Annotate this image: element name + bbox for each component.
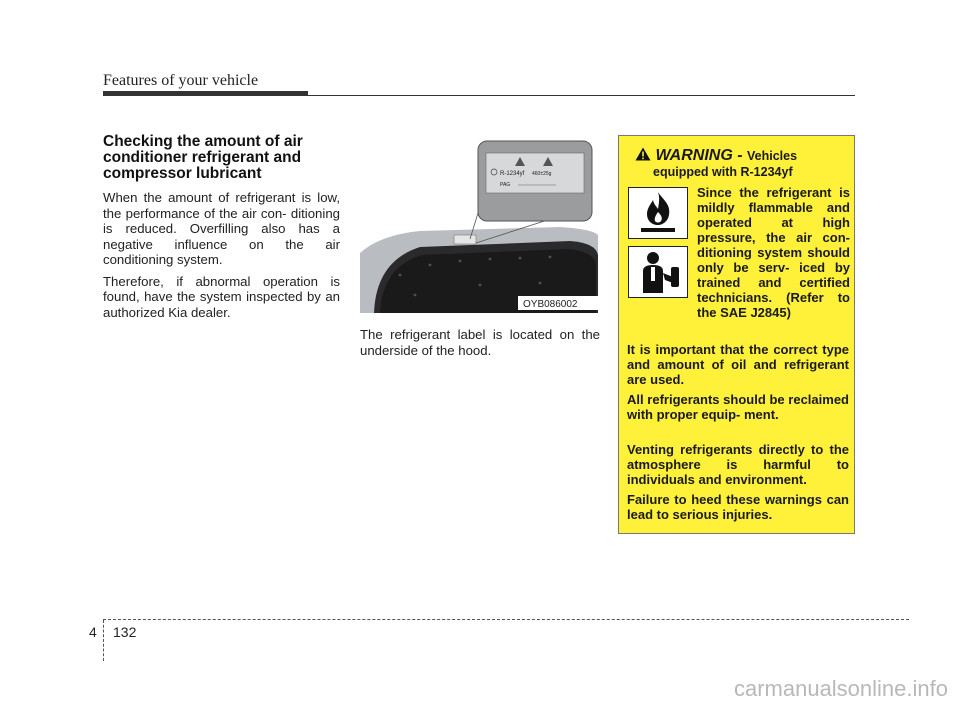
footer-rule xyxy=(103,619,909,620)
warning-intro-text: Since the refrigerant is mildly flammable and operated at high pressure, the air con- ditioning system should only be serv- iced by trained and certified technicians. (Refer to the SAE J2845) xyxy=(697,185,850,320)
warning-paragraph: All refrigerants should be reclaimed with proper equip- ment. xyxy=(627,392,849,422)
hood-photo xyxy=(360,135,598,313)
footer-divider xyxy=(103,620,104,661)
warning-subtitle: Vehicles xyxy=(747,149,798,163)
warning-subtitle-line2: equipped with R-1234yf xyxy=(653,165,793,179)
left-column xyxy=(103,134,340,326)
label-refrigerant-text: R-1234yf xyxy=(500,171,525,177)
warning-paragraph: It is important that the correct type and amount of oil and refrigerant are used. xyxy=(627,342,849,387)
flame-icon xyxy=(628,187,688,239)
page-header-title: Features of your vehicle xyxy=(103,72,259,89)
figure-code: OYB086002 xyxy=(523,299,578,310)
chapter-number: 4 xyxy=(89,624,97,640)
body-paragraph: Therefore, if abnormal operation is found, have the system inspected by an authorized Kia dealer. xyxy=(103,273,340,320)
label-amount-text: 460±25g xyxy=(532,171,552,177)
warning-paragraph: Venting refrigerants directly to the atmosphere is harmful to individuals and environment. xyxy=(627,442,849,487)
warning-title xyxy=(635,147,797,165)
figure-caption: The refrigerant label is located on the underside of the hood. xyxy=(360,327,600,358)
warning-triangle-icon xyxy=(635,147,655,164)
body-paragraph: When the amount of refrigerant is low, the performance of the air con- ditioning is reduced. Overfilling also has a negative influence on the air conditioning system. xyxy=(103,190,340,267)
warning-box xyxy=(618,135,855,534)
watermark: carmanualsonline.info xyxy=(733,676,948,701)
section-heading: Checking the amount of air conditioner refrigerant and compressor lubricant xyxy=(103,133,303,182)
technician-icon xyxy=(628,246,688,298)
warning-word: WARNING - xyxy=(655,147,743,164)
header-rule xyxy=(103,95,855,96)
label-oil-text: PAG xyxy=(500,182,511,188)
warning-paragraph: Failure to heed these warnings can lead to serious injuries. xyxy=(627,492,849,522)
page-number: 132 xyxy=(113,624,137,640)
